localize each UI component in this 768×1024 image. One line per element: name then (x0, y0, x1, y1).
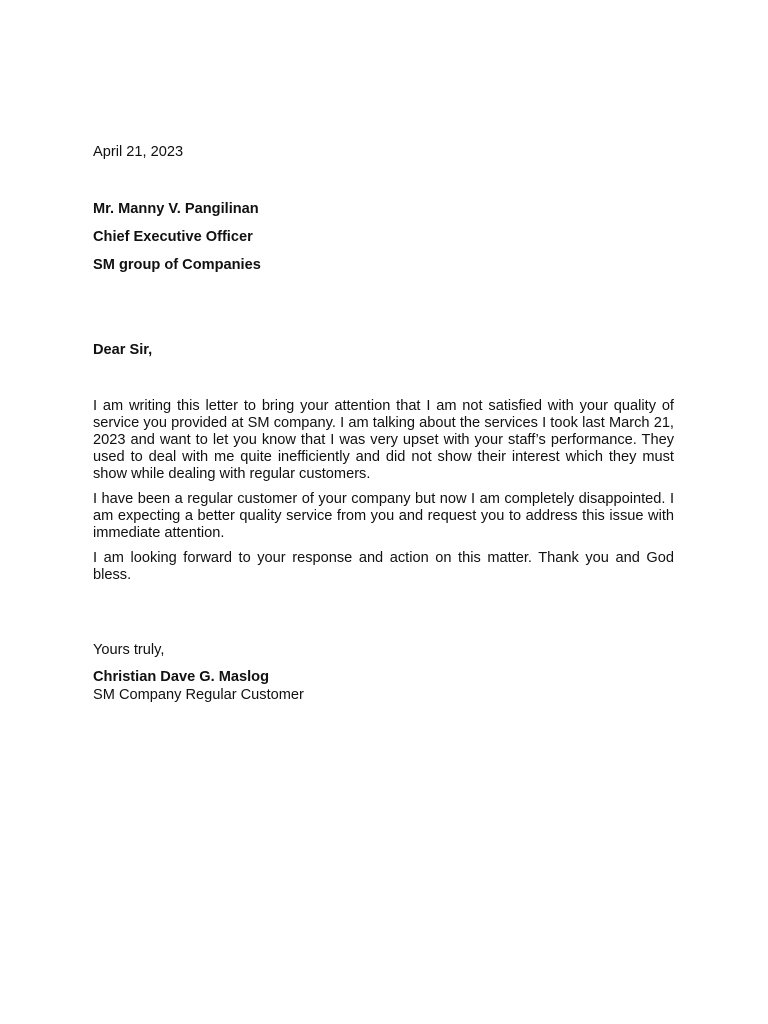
recipient-name: Mr. Manny V. Pangilinan (93, 201, 259, 217)
letter-date: April 21, 2023 (93, 144, 184, 160)
recipient-block (93, 201, 674, 274)
signer-title: SM Company Regular Customer (93, 687, 304, 703)
letter-body (93, 398, 674, 584)
signer-name: Christian Dave G. Maslog (93, 669, 269, 685)
body-paragraph-1: I am writing this letter to bring your attention that I am not satisfied with your quality of service you provided at SM company. I am talking about the services I took last March 21, 2023 and want to let you know that I was very upset with your staff’s performance. They used to deal with me quite inefficiently and did not show their interest which they must show while dealing with regular customers. (93, 398, 674, 482)
salutation: Dear Sir, (93, 342, 153, 358)
recipient-company: SM group of Companies (93, 257, 261, 273)
complaint-letter (93, 144, 674, 704)
body-paragraph-3: I am looking forward to your response and action on this matter. Thank you and God bless. (93, 550, 674, 583)
body-paragraph-2: I have been a regular customer of your company but now I am completely disappointed. I am expecting a better quality service from you and request you to address this issue with immediate attention. (93, 491, 674, 541)
recipient-title: Chief Executive Officer (93, 229, 253, 245)
closing: Yours truly, (93, 642, 165, 658)
